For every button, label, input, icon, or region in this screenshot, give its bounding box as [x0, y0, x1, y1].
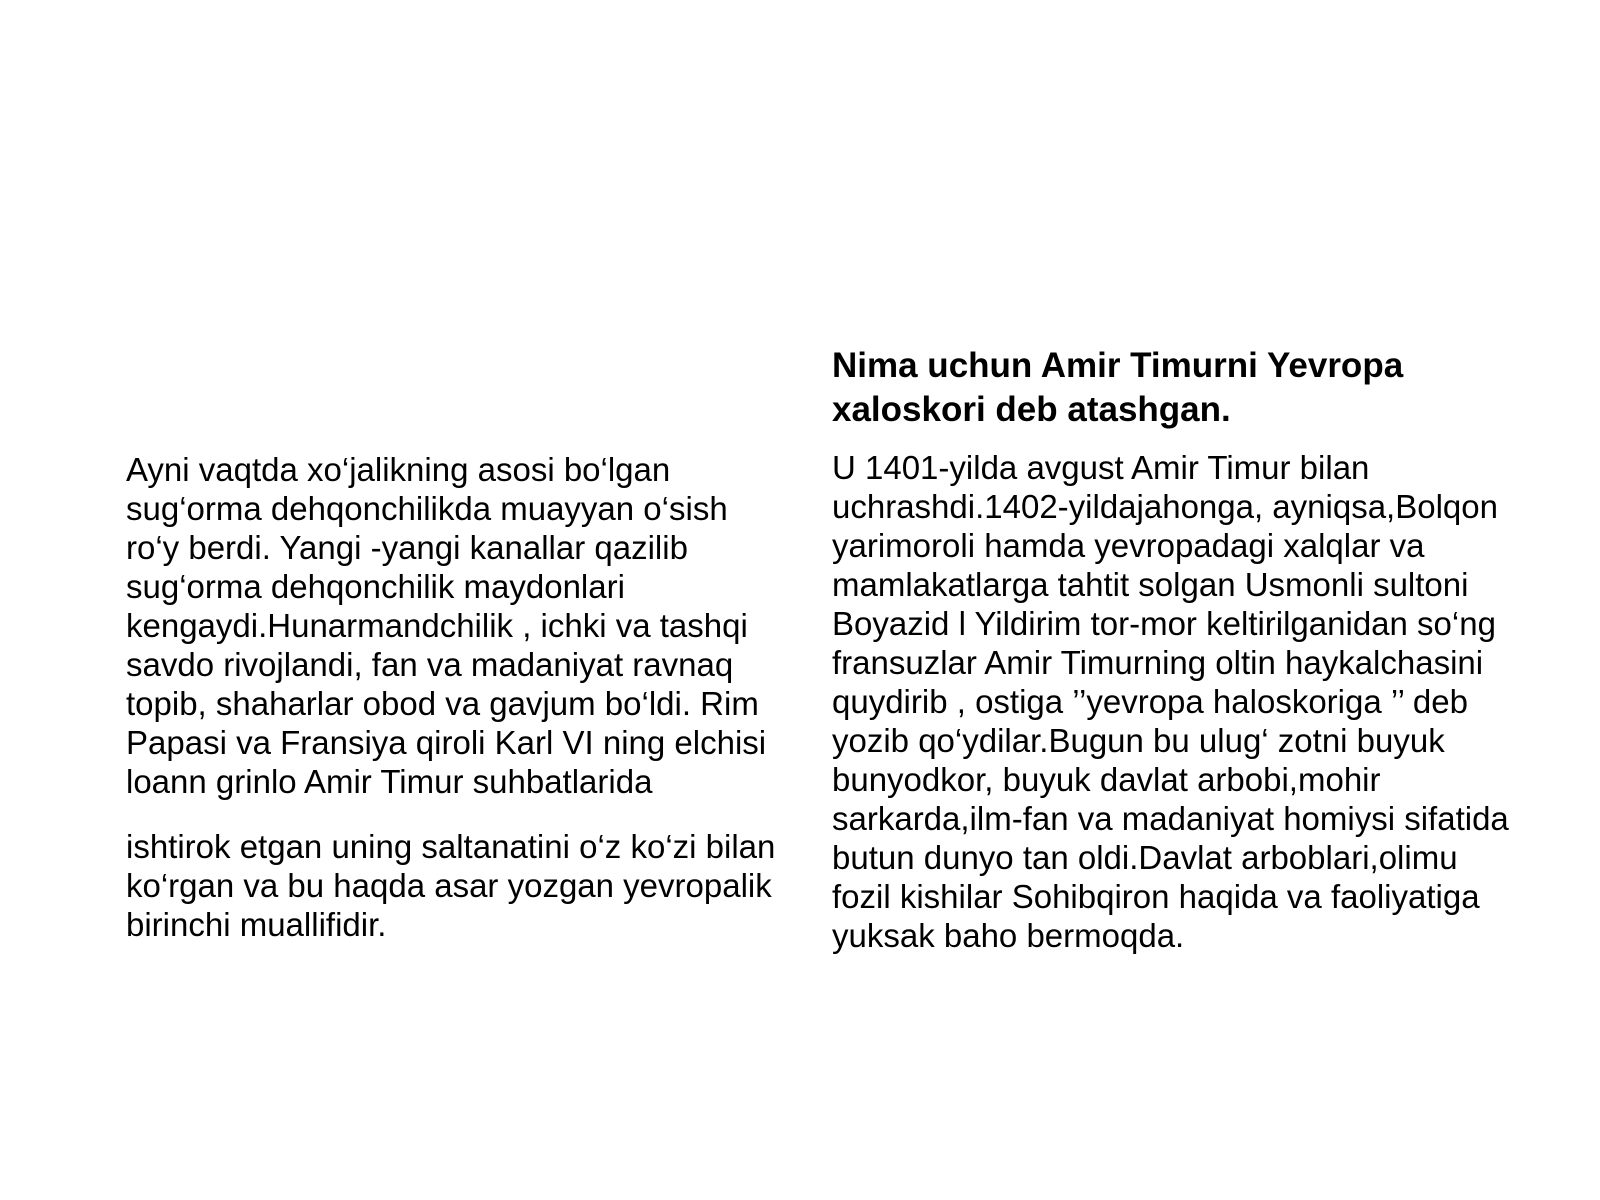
right-text-column	[832, 344, 1512, 955]
right-paragraph: U 1401-yilda avgust Amir Timur bilan uchrashdi.1402-yildajahonga, ayniqsa,Bolqon yarimoroli hamda yevropadagi xalqlar va mamlakatlarga tahtit solgan Usmonli sultoni Boyazid l Yildirim tor-mor keltirilganidan so‘ng fransuzlar Amir Timurning oltin haykalchasini quydirib , ostiga ’’yevropa haloskoriga ’’ deb yozib qo‘ydilar.Bugun bu ulug‘ zotni buyuk bunyodkor, buyuk davlat arbobi,mohir sarkarda,ilm-fan va madaniyat homiysi sifatida butun dunyo tan oldi.Davlat arboblari,olimu fozil kishilar Sohibqiron haqida va faoliyatiga yuksak baho bermoqda.	[832, 449, 1509, 954]
left-paragraph-1: Ayni vaqtda xo‘jalikning asosi bo‘lgan sug‘orma dehqonchilikda muayyan o‘sish ro‘y berdi. Yangi -yangi kanallar qazilib sug‘orma dehqonchilik maydonlari kengaydi.Hunarmandchilik , ichki va tashqi savdo rivojlandi, fan va madaniyat ravnaq topib, shaharlar obod va gavjum bo‘ldi. Rim Papasi va Fransiya qiroli Karl VI ning elchisi loann grinlo Amir Timur suhbatlarida	[126, 451, 767, 800]
left-paragraph-2: ishtirok etgan uning saltanatini o‘z ko‘zi bilan ko‘rgan va bu haqda asar yozgan yevropalik birinchi muallifidir.	[126, 828, 776, 943]
right-heading: Nima uchun Amir Timurni Yevropa xaloskori deb atashgan.	[832, 346, 1404, 429]
left-text-column	[126, 450, 786, 944]
